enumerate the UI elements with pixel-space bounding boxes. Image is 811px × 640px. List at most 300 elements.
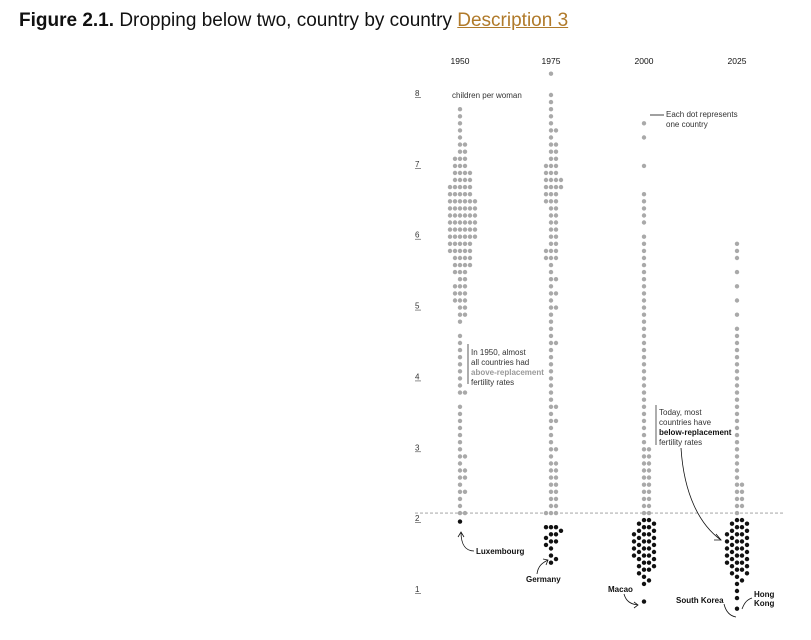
country-dot-1975 [549, 320, 553, 324]
label-hong-kong-2: Kong [754, 599, 775, 608]
country-dot-2000 [642, 447, 646, 451]
country-dot-1975 [549, 369, 553, 373]
country-dot-2025 [735, 607, 739, 611]
country-dot-2000 [642, 483, 646, 487]
country-dot-2000 [632, 546, 636, 550]
country-dot-1975 [549, 490, 553, 494]
country-dot-2000 [647, 553, 651, 557]
y-tick-label: 2 [415, 514, 420, 524]
data-dots [448, 72, 749, 611]
country-dot-1950 [463, 263, 467, 267]
country-dot-2025 [735, 426, 739, 430]
country-dot-1950 [458, 376, 462, 380]
year-label-1975: 1975 [541, 56, 561, 66]
country-dot-1975 [554, 235, 558, 239]
legend-line-1: Each dot represents [666, 110, 738, 119]
country-dot-2025 [735, 596, 739, 600]
country-dot-1950 [458, 433, 462, 437]
country-dot-1950 [458, 383, 462, 387]
country-dot-1975 [549, 270, 553, 274]
country-dot-1975 [554, 128, 558, 132]
country-dot-2000 [637, 564, 641, 568]
country-dot-2025 [735, 298, 739, 302]
country-dot-2000 [632, 539, 636, 543]
country-dot-2025 [740, 518, 744, 522]
country-dot-2000 [652, 536, 656, 540]
country-dot-2000 [637, 557, 641, 561]
country-dot-2000 [642, 334, 646, 338]
country-dot-1975 [554, 199, 558, 203]
country-dot-2000 [642, 242, 646, 246]
country-dot-2025 [740, 504, 744, 508]
country-dot-2025 [745, 543, 749, 547]
country-dot-2000 [642, 440, 646, 444]
country-dot-1975 [554, 178, 558, 182]
country-dot-1950 [458, 270, 462, 274]
country-dot-2000 [642, 497, 646, 501]
annotation-above-replacement [468, 344, 544, 387]
country-dot-1950 [453, 284, 457, 288]
country-dot-1975 [559, 185, 563, 189]
country-dot-2025 [735, 348, 739, 352]
country-dot-2000 [642, 341, 646, 345]
y-axis-label: children per woman [452, 91, 522, 100]
country-dot-2000 [642, 568, 646, 572]
country-dot-2025 [735, 475, 739, 479]
country-dot-2000 [647, 454, 651, 458]
country-dot-1950 [458, 164, 462, 168]
country-dot-2025 [730, 522, 734, 526]
country-dot-2000 [642, 235, 646, 239]
country-dot-2025 [735, 412, 739, 416]
country-dot-1950 [458, 135, 462, 139]
country-dot-1950 [473, 206, 477, 210]
country-dot-1950 [458, 305, 462, 309]
country-dot-1950 [448, 227, 452, 231]
country-dot-1950 [448, 242, 452, 246]
country-dot-1975 [549, 142, 553, 146]
country-dot-2000 [642, 355, 646, 359]
country-dot-1975 [549, 419, 553, 423]
country-dot-2000 [637, 571, 641, 575]
country-dot-2025 [740, 525, 744, 529]
country-dot-2025 [735, 313, 739, 317]
country-dot-1950 [458, 348, 462, 352]
country-dot-1950 [468, 256, 472, 260]
country-dot-1950 [463, 206, 467, 210]
label-south-korea: South Korea [676, 596, 724, 605]
country-dot-1975 [549, 235, 553, 239]
country-dot-1950 [468, 171, 472, 175]
country-dot-1975 [549, 284, 553, 288]
country-dot-2025 [735, 589, 739, 593]
country-dot-1975 [554, 256, 558, 260]
country-dot-1975 [554, 419, 558, 423]
country-dot-1975 [554, 341, 558, 345]
description-link[interactable]: Description 3 [457, 10, 569, 31]
country-dot-1950 [448, 192, 452, 196]
country-dot-1975 [554, 227, 558, 231]
country-dot-1950 [458, 199, 462, 203]
country-dot-1950 [463, 390, 467, 394]
country-dot-1950 [453, 157, 457, 161]
country-dot-1950 [458, 256, 462, 260]
country-dot-1975 [549, 313, 553, 317]
country-dot-2025 [725, 539, 729, 543]
country-dot-1975 [549, 93, 553, 97]
country-dot-1950 [463, 305, 467, 309]
country-dot-2000 [637, 529, 641, 533]
country-dot-2025 [735, 341, 739, 345]
country-dot-2025 [735, 582, 739, 586]
country-dot-1975 [549, 150, 553, 154]
country-dot-1950 [458, 341, 462, 345]
country-dot-2025 [735, 376, 739, 380]
country-dot-1975 [549, 305, 553, 309]
country-dot-1950 [473, 220, 477, 224]
country-dot-1950 [458, 313, 462, 317]
country-dot-2025 [730, 564, 734, 568]
country-dot-1950 [458, 298, 462, 302]
country-dot-1950 [468, 242, 472, 246]
country-dot-1975 [554, 447, 558, 451]
annotation-below-arrow [681, 448, 721, 540]
year-label-1950: 1950 [450, 56, 470, 66]
y-tick-label: 5 [415, 301, 420, 311]
country-dot-1950 [453, 249, 457, 253]
country-dot-2000 [652, 557, 656, 561]
country-dot-2025 [735, 334, 739, 338]
country-dot-1975 [544, 185, 548, 189]
country-dot-1950 [458, 511, 462, 515]
country-dot-2000 [642, 284, 646, 288]
figure-label: Figure 2.1. [19, 10, 115, 31]
country-dot-2025 [735, 518, 739, 522]
country-dot-1950 [468, 263, 472, 267]
country-dot-1975 [549, 405, 553, 409]
country-dot-1950 [458, 178, 462, 182]
country-dot-2000 [647, 568, 651, 572]
hong-kong-leader [742, 598, 752, 609]
country-dot-1975 [554, 185, 558, 189]
country-dot-1950 [463, 284, 467, 288]
country-dot-2025 [745, 564, 749, 568]
country-dot-1950 [458, 497, 462, 501]
country-dot-1950 [473, 235, 477, 239]
country-dot-1950 [453, 213, 457, 217]
country-dot-1950 [468, 178, 472, 182]
country-dot-1975 [549, 412, 553, 416]
country-dot-1950 [468, 192, 472, 196]
country-dot-1975 [549, 497, 553, 501]
country-dot-1950 [458, 220, 462, 224]
country-dot-1950 [458, 185, 462, 189]
country-dot-2025 [735, 539, 739, 543]
country-dot-2000 [642, 348, 646, 352]
country-dot-2025 [730, 529, 734, 533]
country-dot-2000 [642, 369, 646, 373]
country-dot-1950 [453, 235, 457, 239]
country-dot-1975 [549, 327, 553, 331]
country-dot-1975 [549, 398, 553, 402]
country-dot-2025 [735, 568, 739, 572]
country-dot-2025 [740, 568, 744, 572]
country-dot-2025 [735, 546, 739, 550]
y-tick-label: 3 [415, 443, 420, 453]
country-dot-1950 [463, 511, 467, 515]
y-tick-label: 7 [415, 159, 420, 169]
country-dot-1950 [458, 504, 462, 508]
annotation-above-line-3: above-replacement [471, 368, 544, 377]
country-dot-1950 [458, 242, 462, 246]
country-dot-2000 [642, 461, 646, 465]
country-dot-1950 [453, 291, 457, 295]
country-dot-2025 [740, 561, 744, 565]
country-dot-1975 [549, 426, 553, 430]
country-dot-2000 [642, 206, 646, 210]
country-dot-1975 [549, 121, 553, 125]
country-dot-2000 [642, 433, 646, 437]
country-dot-1950 [473, 227, 477, 231]
country-dot-1950 [458, 121, 462, 125]
country-dot-2000 [642, 121, 646, 125]
country-dot-2025 [735, 355, 739, 359]
country-dot-1950 [463, 270, 467, 274]
country-dot-1950 [463, 235, 467, 239]
country-dot-2000 [642, 599, 646, 603]
country-dot-1975 [549, 220, 553, 224]
annotation-below-line-3: below-replacement [659, 428, 732, 437]
country-dot-1975 [549, 504, 553, 508]
country-dot-1950 [458, 114, 462, 118]
country-dot-1950 [463, 313, 467, 317]
germany-leader [537, 560, 548, 574]
country-dot-2025 [740, 532, 744, 536]
country-dot-2000 [652, 543, 656, 547]
country-dot-2025 [740, 553, 744, 557]
country-dot-1950 [458, 519, 462, 523]
country-dot-1950 [458, 405, 462, 409]
country-dot-1975 [549, 475, 553, 479]
country-dot-1950 [458, 291, 462, 295]
country-dot-1975 [554, 157, 558, 161]
country-dot-1975 [554, 539, 558, 543]
country-dot-2025 [735, 532, 739, 536]
country-dot-2025 [730, 543, 734, 547]
country-dot-2000 [652, 522, 656, 526]
country-dot-2000 [642, 405, 646, 409]
country-dot-1950 [468, 235, 472, 239]
country-dot-1975 [544, 511, 548, 515]
country-dot-2000 [642, 398, 646, 402]
country-dot-1950 [468, 227, 472, 231]
country-dot-1975 [549, 390, 553, 394]
country-dot-1975 [544, 178, 548, 182]
country-dot-2025 [730, 536, 734, 540]
country-dot-1975 [549, 348, 553, 352]
country-dot-1950 [453, 206, 457, 210]
country-dot-1950 [468, 199, 472, 203]
country-dot-2000 [642, 553, 646, 557]
country-dot-2025 [745, 571, 749, 575]
country-dot-2025 [735, 490, 739, 494]
country-dot-1950 [458, 369, 462, 373]
country-dot-1975 [554, 405, 558, 409]
country-dot-1950 [458, 362, 462, 366]
country-dot-1975 [549, 468, 553, 472]
country-dot-1975 [549, 383, 553, 387]
country-dot-1975 [554, 164, 558, 168]
country-dot-2025 [735, 390, 739, 394]
country-dot-2025 [735, 433, 739, 437]
country-dot-2025 [735, 497, 739, 501]
country-dot-2000 [642, 582, 646, 586]
country-dot-1975 [549, 213, 553, 217]
country-dot-2000 [652, 529, 656, 533]
country-dot-2025 [735, 575, 739, 579]
country-dot-2025 [735, 405, 739, 409]
country-dot-2000 [637, 550, 641, 554]
country-dot-1975 [554, 249, 558, 253]
country-dot-1975 [549, 192, 553, 196]
country-dot-2000 [637, 536, 641, 540]
country-dot-1950 [473, 199, 477, 203]
country-dot-1950 [458, 490, 462, 494]
annotation-above-line-2: all countries had [471, 358, 530, 367]
country-dot-1950 [463, 199, 467, 203]
country-dot-1950 [453, 164, 457, 168]
country-dot-2000 [642, 546, 646, 550]
country-dot-2025 [735, 447, 739, 451]
country-dot-2000 [642, 511, 646, 515]
country-dot-2000 [642, 213, 646, 217]
country-dot-2025 [740, 497, 744, 501]
country-dot-1975 [544, 199, 548, 203]
country-dot-2025 [735, 249, 739, 253]
country-dot-2025 [725, 561, 729, 565]
country-dot-2000 [642, 192, 646, 196]
country-dot-1950 [463, 164, 467, 168]
country-dot-1950 [453, 298, 457, 302]
country-dot-1950 [458, 412, 462, 416]
country-dot-1975 [559, 178, 563, 182]
country-dot-2025 [740, 539, 744, 543]
country-dot-2000 [642, 135, 646, 139]
label-luxembourg: Luxembourg [476, 547, 525, 556]
country-dot-1975 [549, 256, 553, 260]
country-dot-1950 [463, 249, 467, 253]
country-dot-1975 [554, 291, 558, 295]
country-dot-2025 [745, 557, 749, 561]
country-dot-1975 [554, 483, 558, 487]
country-dot-1950 [453, 227, 457, 231]
country-dot-2000 [642, 525, 646, 529]
country-dot-1950 [463, 171, 467, 175]
country-dot-2000 [647, 468, 651, 472]
country-dot-1975 [549, 454, 553, 458]
country-dot-2000 [647, 518, 651, 522]
country-dot-1975 [544, 543, 548, 547]
country-dot-1975 [549, 227, 553, 231]
country-dot-2025 [735, 369, 739, 373]
country-dot-2000 [642, 305, 646, 309]
country-dot-2000 [642, 256, 646, 260]
country-dot-2025 [735, 327, 739, 331]
country-dot-1975 [544, 192, 548, 196]
country-dot-2000 [647, 546, 651, 550]
country-dot-2025 [735, 440, 739, 444]
country-dot-1975 [554, 468, 558, 472]
country-dot-1975 [549, 100, 553, 104]
country-dot-2000 [637, 522, 641, 526]
country-dot-2000 [642, 532, 646, 536]
country-dot-2025 [745, 529, 749, 533]
country-dot-1975 [554, 213, 558, 217]
country-dot-1950 [458, 277, 462, 281]
country-dot-2000 [652, 564, 656, 568]
country-dot-1950 [453, 270, 457, 274]
country-dot-1950 [453, 242, 457, 246]
country-dot-2000 [647, 561, 651, 565]
country-dot-1950 [453, 256, 457, 260]
legend [650, 110, 738, 129]
country-dot-1975 [549, 461, 553, 465]
country-dot-2025 [735, 525, 739, 529]
country-dot-1950 [448, 220, 452, 224]
y-tick-label: 8 [415, 89, 420, 98]
country-dot-1950 [448, 235, 452, 239]
annotation-below-line-2: countries have [659, 418, 712, 427]
country-dot-1975 [554, 461, 558, 465]
country-dot-2025 [745, 522, 749, 526]
country-dot-1950 [468, 249, 472, 253]
country-dot-1950 [458, 263, 462, 267]
country-dot-1950 [458, 157, 462, 161]
country-dot-1975 [549, 483, 553, 487]
country-dot-1975 [549, 546, 553, 550]
country-dot-1975 [549, 135, 553, 139]
country-dot-1950 [458, 227, 462, 231]
country-dot-1950 [463, 227, 467, 231]
country-dot-2000 [642, 575, 646, 579]
country-dot-2000 [642, 320, 646, 324]
country-dot-2025 [740, 546, 744, 550]
country-dot-2000 [647, 504, 651, 508]
country-dot-2025 [735, 483, 739, 487]
country-dot-1950 [463, 192, 467, 196]
country-dot-1950 [458, 461, 462, 465]
country-dot-1975 [549, 447, 553, 451]
country-dot-1975 [549, 532, 553, 536]
country-dot-1975 [549, 433, 553, 437]
country-dot-2000 [642, 412, 646, 416]
country-dot-1975 [549, 206, 553, 210]
country-dot-2025 [735, 504, 739, 508]
country-dot-1975 [549, 298, 553, 302]
country-dot-2025 [735, 284, 739, 288]
country-dot-2000 [647, 483, 651, 487]
country-dot-1975 [554, 490, 558, 494]
country-dot-1950 [458, 171, 462, 175]
label-hong-kong-1: Hong [754, 590, 775, 599]
country-dot-2000 [642, 390, 646, 394]
annotation-below-line-4: fertility rates [659, 438, 703, 447]
country-dot-1950 [458, 334, 462, 338]
country-dot-2000 [642, 426, 646, 430]
country-dot-2000 [642, 475, 646, 479]
country-dot-2025 [735, 419, 739, 423]
country-dot-1975 [559, 529, 563, 533]
